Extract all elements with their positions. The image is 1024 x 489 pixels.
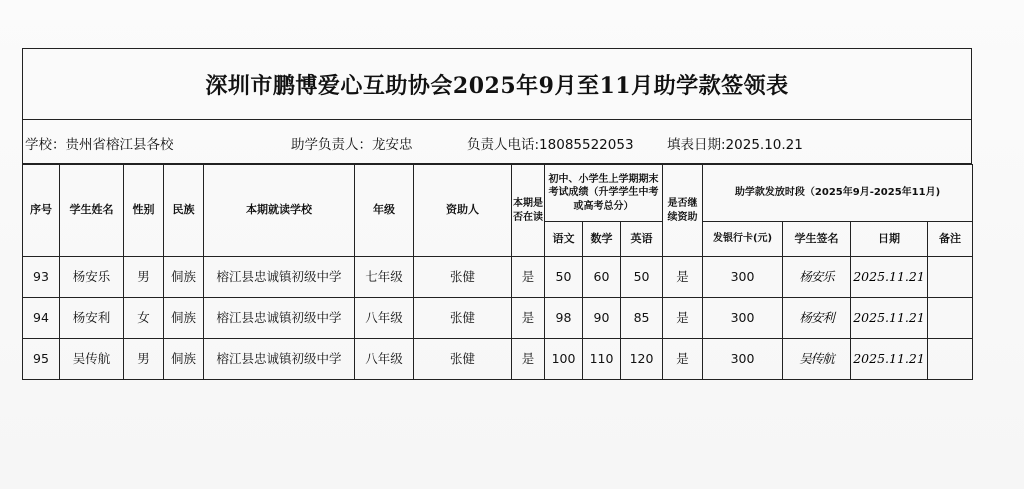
col-school: 本期就读学校 [204, 165, 355, 257]
leader-info: 助学负责人：龙安忠 [291, 137, 413, 153]
school-info: 学校：贵州省榕江县各校 [25, 137, 174, 153]
handwritten-date: 2025.11.21 [851, 339, 928, 380]
cell-gender: 女 [124, 298, 164, 339]
col-remark: 备注 [928, 222, 973, 257]
cell-gender: 男 [124, 257, 164, 298]
cell-grade: 八年级 [355, 298, 414, 339]
cell-continue: 是 [663, 298, 703, 339]
col-name: 学生姓名 [60, 165, 124, 257]
cell-enrolled: 是 [512, 257, 545, 298]
cell-remark [928, 339, 973, 380]
stipend-table [22, 164, 973, 380]
col-english: 英语 [621, 222, 663, 257]
cell-remark [928, 257, 973, 298]
header-row [23, 165, 973, 222]
table-row [23, 257, 973, 298]
col-sponsor: 资助人 [414, 165, 512, 257]
cell-english: 120 [621, 339, 663, 380]
cell-enrolled: 是 [512, 339, 545, 380]
cell-gender: 男 [124, 339, 164, 380]
cell-grade: 八年级 [355, 339, 414, 380]
col-sign-date: 日期 [851, 222, 928, 257]
col-chinese: 语文 [545, 222, 583, 257]
cell-math: 60 [583, 257, 621, 298]
cell-school: 榕江县忠诚镇初级中学 [204, 339, 355, 380]
cell-remark [928, 298, 973, 339]
cell-no: 95 [23, 339, 60, 380]
cell-no: 94 [23, 298, 60, 339]
table-row [23, 339, 973, 380]
cell-sponsor: 张健 [414, 339, 512, 380]
form-frame [20, 34, 972, 366]
col-ethnic: 民族 [164, 165, 204, 257]
cell-english: 85 [621, 298, 663, 339]
col-grade: 年级 [355, 165, 414, 257]
cell-chinese: 100 [545, 339, 583, 380]
cell-name: 吴传航 [60, 339, 124, 380]
handwritten-signature: 吴传航 [783, 339, 851, 380]
cell-english: 50 [621, 257, 663, 298]
col-period: 助学款发放时段（2025年9月-2025年11月) [703, 165, 973, 222]
cell-ethnic: 侗族 [164, 339, 204, 380]
table-row [23, 298, 973, 339]
handwritten-date: 2025.11.21 [851, 298, 928, 339]
cell-name: 杨安乐 [60, 257, 124, 298]
cell-grade: 七年级 [355, 257, 414, 298]
cell-chinese: 98 [545, 298, 583, 339]
cell-school: 榕江县忠诚镇初级中学 [204, 298, 355, 339]
phone-info: 负责人电话:18085522053 [467, 137, 634, 153]
cell-name: 杨安利 [60, 298, 124, 339]
col-continue: 是否继续资助 [663, 165, 703, 257]
cell-sponsor: 张健 [414, 298, 512, 339]
cell-ethnic: 侗族 [164, 257, 204, 298]
cell-ethnic: 侗族 [164, 298, 204, 339]
col-enrolled: 本期是否在读 [512, 165, 545, 257]
fill-date-info: 填表日期:2025.10.21 [667, 137, 803, 153]
handwritten-signature: 杨安利 [783, 298, 851, 339]
handwritten-date: 2025.11.21 [851, 257, 928, 298]
cell-amount: 300 [703, 339, 783, 380]
cell-math: 110 [583, 339, 621, 380]
cell-enrolled: 是 [512, 298, 545, 339]
cell-school: 榕江县忠诚镇初级中学 [204, 257, 355, 298]
handwritten-signature: 杨安乐 [783, 257, 851, 298]
cell-math: 90 [583, 298, 621, 339]
col-amount: 发银行卡(元) [703, 222, 783, 257]
cell-amount: 300 [703, 298, 783, 339]
form-title: 深圳市鹏博爱心互助协会2025年9月至11月助学款签领表 [22, 48, 972, 120]
col-math: 数学 [583, 222, 621, 257]
cell-amount: 300 [703, 257, 783, 298]
col-scores: 初中、小学生上学期期末考试成绩（升学学生中考或高考总分） [545, 165, 663, 222]
cell-chinese: 50 [545, 257, 583, 298]
info-bar [22, 120, 972, 164]
col-no: 序号 [23, 165, 60, 257]
cell-sponsor: 张健 [414, 257, 512, 298]
cell-continue: 是 [663, 257, 703, 298]
cell-no: 93 [23, 257, 60, 298]
col-signature: 学生签名 [783, 222, 851, 257]
cell-continue: 是 [663, 339, 703, 380]
col-gender: 性别 [124, 165, 164, 257]
